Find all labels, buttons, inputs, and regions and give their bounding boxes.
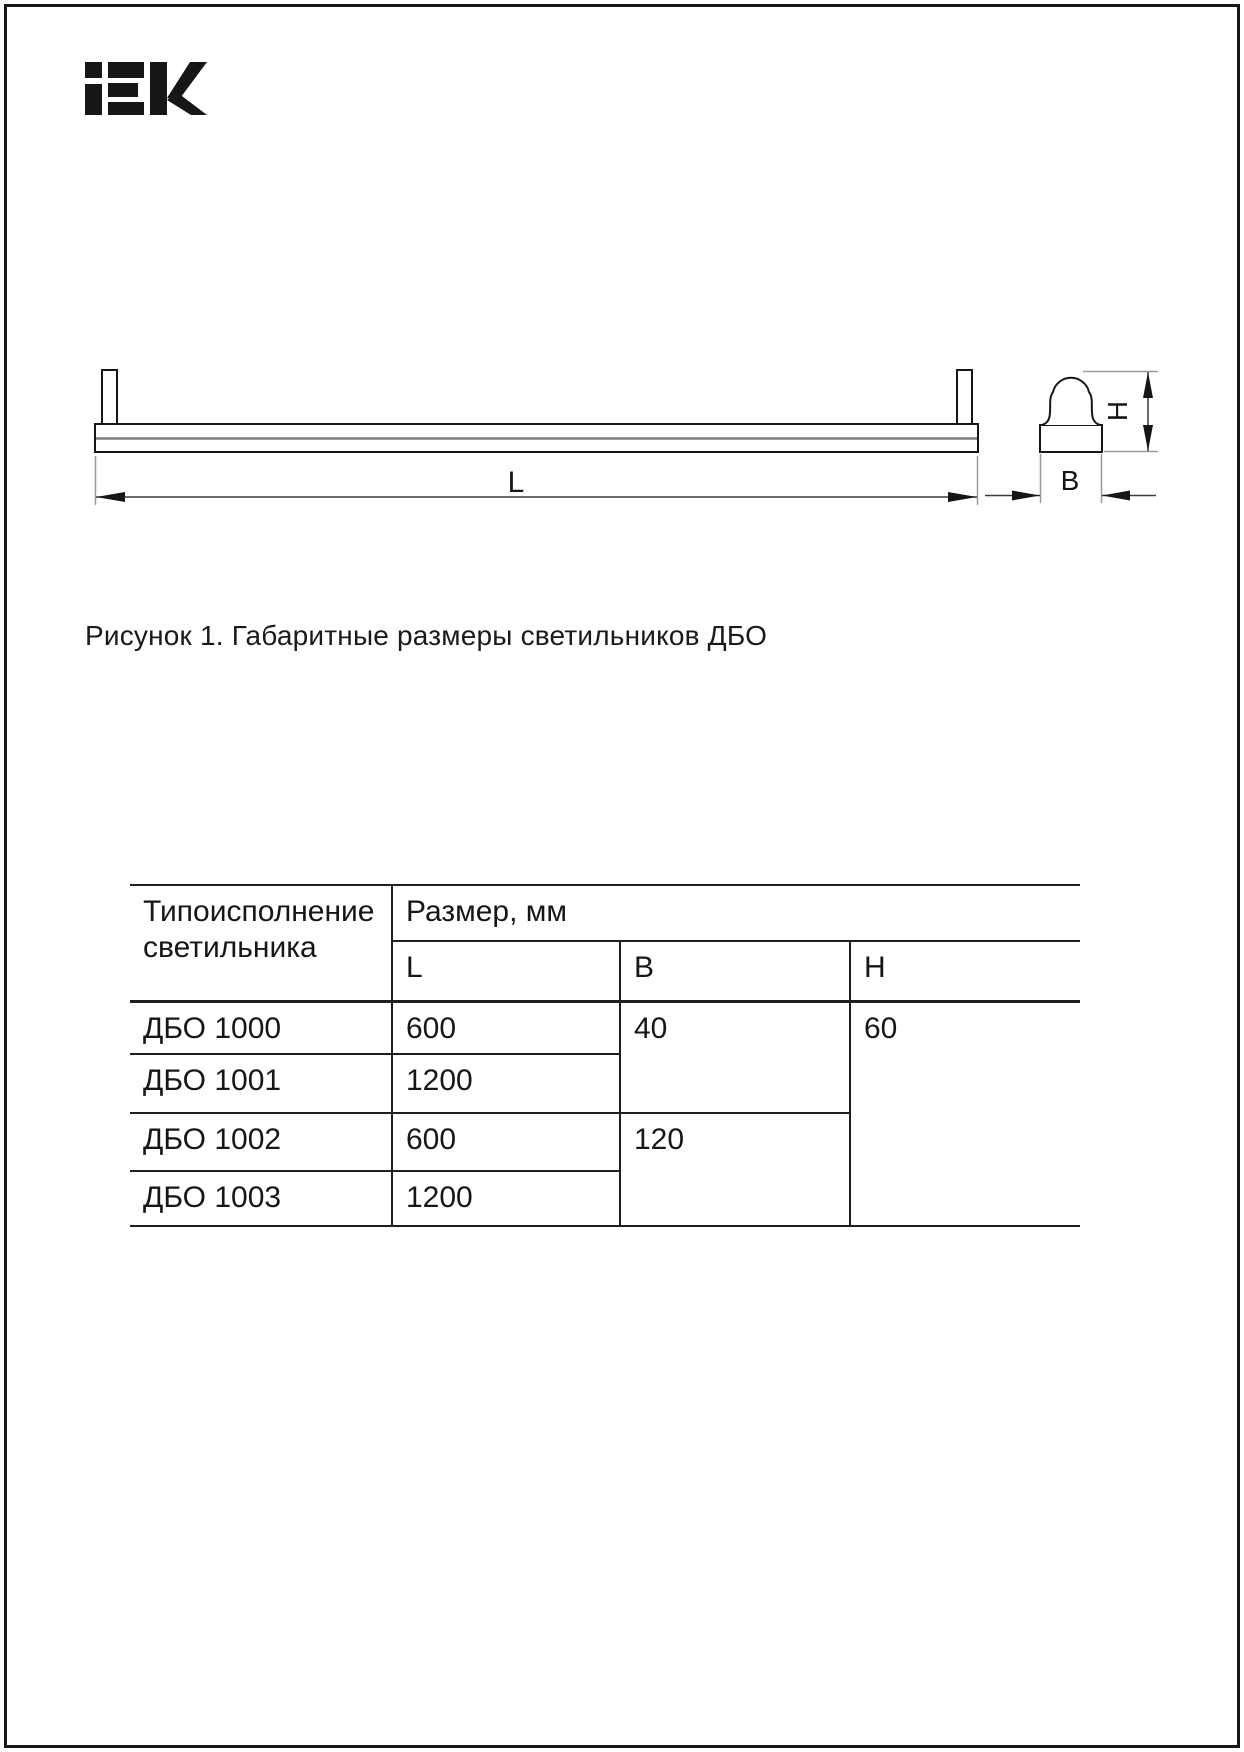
table-cell-length: 1200 — [392, 1054, 620, 1113]
lamp-pin-left — [102, 370, 117, 424]
table-cell-width-merged: 40 — [620, 1001, 850, 1113]
table-cell-width-merged: 120 — [620, 1113, 850, 1226]
table-subheader-l: L — [392, 941, 620, 1001]
length-dim-label: L — [507, 466, 525, 499]
table-subheader-h: H — [850, 941, 1080, 1001]
lamp-pin-right — [957, 370, 972, 424]
width-dim-label: B — [1060, 465, 1080, 496]
table-cell-height-merged: 60 — [850, 1001, 1080, 1226]
table-row — [130, 1001, 1080, 1054]
side-view-base — [1040, 425, 1102, 452]
figure-caption: Рисунок 1. Габаритные размеры светильников ДБО — [85, 620, 768, 651]
height-dim-label: H — [1102, 400, 1133, 422]
table-subheader-b: B — [620, 941, 850, 1001]
table-header-type: Типоисполнение светильника — [130, 885, 392, 1001]
table-cell-type: ДБО 1000 — [130, 1001, 392, 1054]
table-cell-length: 600 — [392, 1001, 620, 1054]
dimensions-table — [130, 884, 1080, 1227]
table-cell-type: ДБО 1001 — [130, 1054, 392, 1113]
table-cell-length: 1200 — [392, 1171, 620, 1226]
table-cell-type: ДБО 1002 — [130, 1113, 392, 1171]
table-cell-type: ДБО 1003 — [130, 1171, 392, 1226]
table-cell-length: 600 — [392, 1113, 620, 1171]
table-header-size-group: Размер, мм — [392, 885, 1080, 941]
side-view-tube-profile — [1042, 378, 1100, 425]
